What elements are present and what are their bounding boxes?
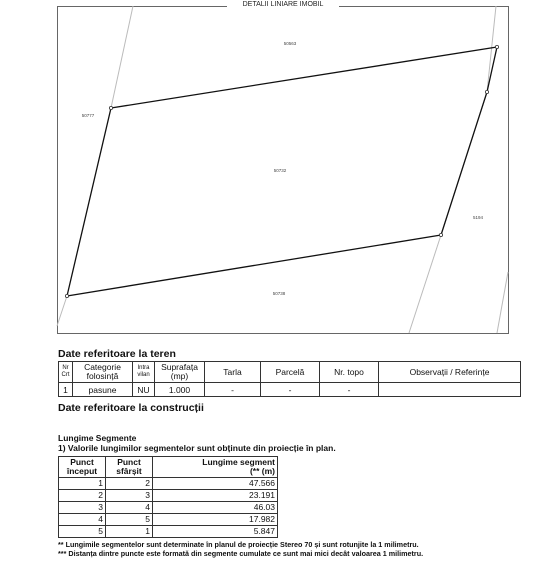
- neighbor-label-top: 50563: [283, 41, 297, 46]
- cell-nr: 1: [59, 383, 73, 397]
- land-heading: Date referitoare la teren: [58, 348, 176, 360]
- col-punct-inceput: Punct început: [59, 457, 106, 478]
- cell-categorie: pasune: [73, 383, 133, 397]
- neighbor-label-left: 50777: [81, 113, 95, 118]
- cell-parcela: -: [261, 383, 320, 397]
- neighbor-label-bottom: 50738: [272, 291, 286, 296]
- col-nr-topo: Nr. topo: [320, 362, 379, 383]
- parcel-id-label: 50732: [273, 168, 287, 173]
- col-lungime: Lungime segment (** (m): [153, 457, 278, 478]
- segments-table-header: [59, 457, 278, 478]
- col-nr-crt: Nr Crt: [59, 362, 73, 383]
- footnote-distance: *** Distanța dintre puncte este formată din segmente cumulate ce sunt mai mici decât valoarea 1 milimetru.: [58, 549, 424, 558]
- cell-intravilan: NU: [133, 383, 155, 397]
- cell-suprafata: 1.000: [155, 383, 205, 397]
- constructions-heading: Date referitoare la construcții: [58, 402, 204, 414]
- neighbor-line: [497, 272, 508, 333]
- plan-title: DETALII LINIARE IMOBIL: [227, 0, 339, 10]
- vertex-point: [65, 294, 68, 297]
- vertex-point: [485, 90, 488, 93]
- land-table: [58, 361, 521, 397]
- cell-nr-topo: -: [320, 383, 379, 397]
- cell-tarla: -: [205, 383, 261, 397]
- table-row: 2 3 23.191: [59, 490, 278, 502]
- cell-observatii: [379, 383, 521, 397]
- table-row: 3 4 46.03: [59, 502, 278, 514]
- segments-table: [58, 456, 278, 538]
- vertex-point: [109, 106, 112, 109]
- land-table-row: [59, 383, 521, 397]
- vertex-point: [439, 233, 442, 236]
- col-categorie: Categorie folosință: [73, 362, 133, 383]
- neighbor-line: [57, 296, 67, 326]
- footnote-projection: ** Lungimile segmentelor sunt determinate în planul de proiecție Stereo 70 și sunt rotunjite la 1 milimetru.: [58, 540, 419, 549]
- col-observatii: Observații / Referințe: [379, 362, 521, 383]
- col-punct-sfarsit: Punct sfârșit: [106, 457, 153, 478]
- col-intravilan: Intra vilan: [133, 362, 155, 383]
- land-table-header: [59, 362, 521, 383]
- col-tarla: Tarla: [205, 362, 261, 383]
- col-parcela: Parcelă: [261, 362, 320, 383]
- table-row: 1 2 47.566: [59, 478, 278, 490]
- segments-heading: Lungime Segmente: [58, 433, 137, 443]
- col-suprafata: Suprafața (mp): [155, 362, 205, 383]
- segments-note: 1) Valorile lungimilor segmentelor sunt obținute din proiecție în plan.: [58, 443, 336, 453]
- neighbor-line: [409, 235, 441, 333]
- neighbor-line: [111, 6, 133, 108]
- table-row: 5 1 5.847: [59, 526, 278, 538]
- vertex-point: [495, 45, 498, 48]
- neighbor-label-right: 5194: [472, 215, 484, 220]
- table-row: 4 5 17.982: [59, 514, 278, 526]
